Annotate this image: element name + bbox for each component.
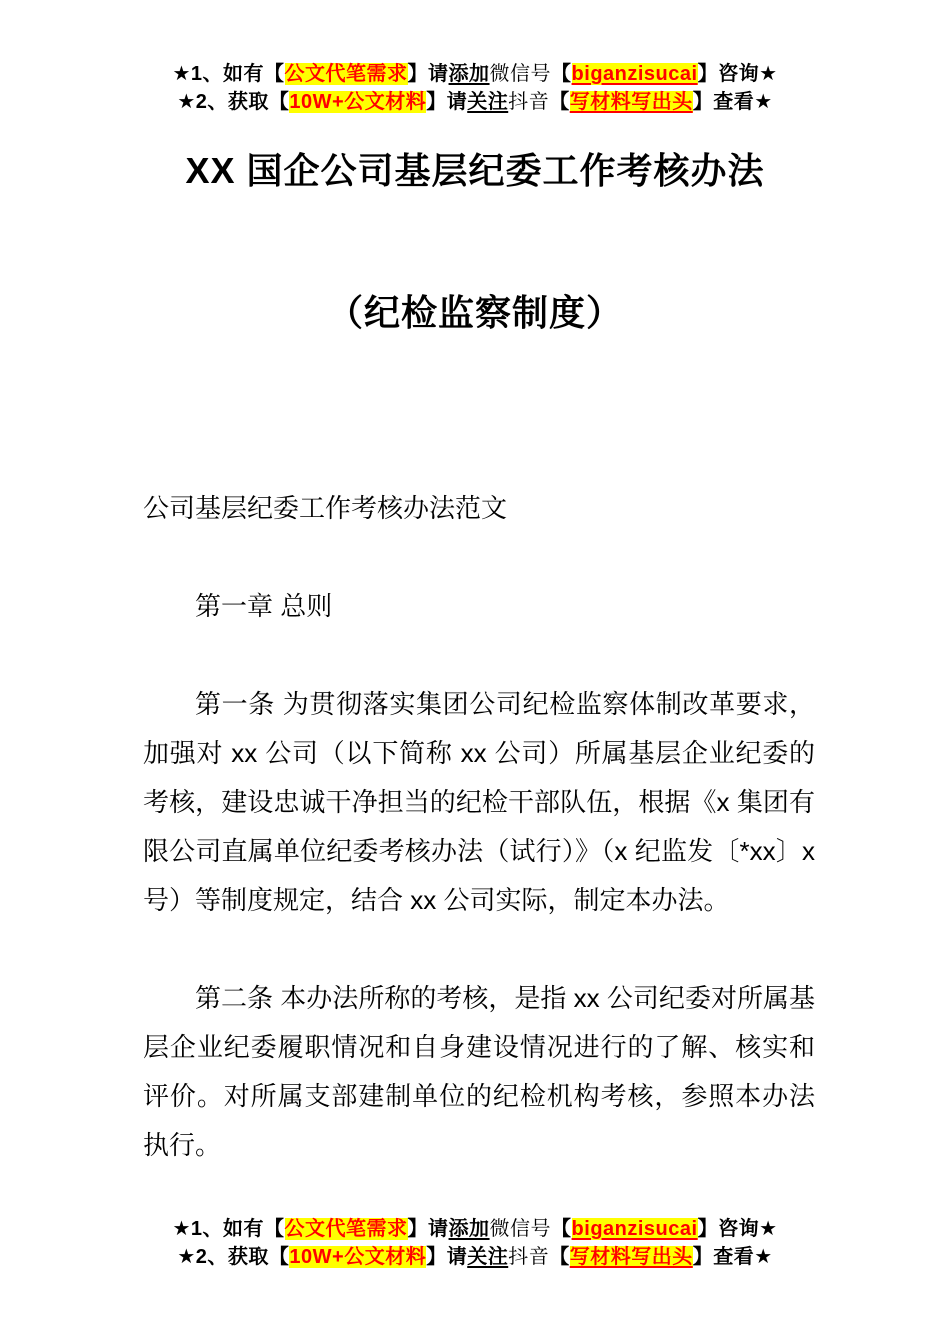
lead-paragraph: 公司基层纪委工作考核办法范文 — [143, 493, 508, 523]
promo-segment: 【 — [549, 91, 570, 113]
promo-segment: 10W+公文材料 — [289, 1246, 427, 1268]
document-subtitle: （纪检监察制度） — [326, 292, 623, 333]
promo-segment: 【 — [551, 1218, 572, 1240]
promo-segment: 添加 — [448, 1218, 490, 1240]
promo-segment: 】请 — [407, 1218, 449, 1240]
promo-segment: 公文代笔需求 — [284, 1218, 408, 1240]
promo-line-2 — [0, 1243, 950, 1271]
promo-segment: 微信号 — [489, 1218, 552, 1240]
promo-segment: 【 — [549, 1246, 570, 1268]
promo-segment: 】请 — [426, 91, 468, 113]
document-body — [143, 484, 815, 1170]
promo-segment: ★2、获取【 — [177, 91, 290, 113]
promo-segment: 公文代笔需求 — [284, 63, 408, 85]
promo-segment: 】咨询★ — [697, 63, 778, 85]
promo-segment: ★2、获取【 — [177, 1246, 290, 1268]
promo-segment: 添加 — [448, 63, 490, 85]
promo-segment: biganzisucai — [571, 1218, 698, 1240]
promo-segment: biganzisucai — [571, 63, 698, 85]
promo-segment: ★1、如有【 — [172, 63, 285, 85]
promo-segment: 】咨询★ — [697, 1218, 778, 1240]
document-title: XX 国企公司基层纪委工作考核办法 — [185, 150, 765, 191]
promo-segment: 抖音 — [508, 1246, 550, 1268]
promo-segment: ★1、如有【 — [172, 1218, 285, 1240]
promo-segment: 微信号 — [489, 63, 552, 85]
promo-segment: 抖音 — [508, 91, 550, 113]
promo-banner-top — [0, 0, 950, 116]
promo-banner-bottom — [0, 1215, 950, 1271]
promo-segment: 】请 — [426, 1246, 468, 1268]
promo-line-2 — [0, 88, 950, 116]
promo-segment: 写材料写出头 — [569, 1246, 693, 1268]
chapter-heading: 第一章 总则 — [195, 591, 333, 621]
promo-segment: 写材料写出头 — [569, 91, 693, 113]
promo-segment: 】查看★ — [692, 1246, 773, 1268]
article-paragraph-1: 第一条 为贯彻落实集团公司纪检监察体制改革要求，加强对 xx 公司（以下简称 xx 公司）所属基层企业纪委的考核，建设忠诚干净担当的纪检干部队伍，根据《x 集团有限公司直属单位纪委考核办法（试行）》（x 纪监发〔*xx〕x 号）等制度规定，结合 xx 公司实际，制定本办法。 — [143, 689, 815, 915]
promo-segment: 10W+公文材料 — [289, 91, 427, 113]
promo-line-1 — [0, 60, 950, 88]
promo-segment: 】查看★ — [692, 91, 773, 113]
article-paragraph-2: 第二条 本办法所称的考核，是指 xx 公司纪委对所属基层企业纪委履职情况和自身建设情况进行的了解、核实和评价。对所属支部建制单位的纪检机构考核，参照本办法执行。 — [143, 983, 815, 1160]
promo-segment: 关注 — [467, 1246, 509, 1268]
promo-segment: 】请 — [407, 63, 449, 85]
promo-segment: 【 — [551, 63, 572, 85]
promo-line-1 — [0, 1215, 950, 1243]
promo-segment: 关注 — [467, 91, 509, 113]
